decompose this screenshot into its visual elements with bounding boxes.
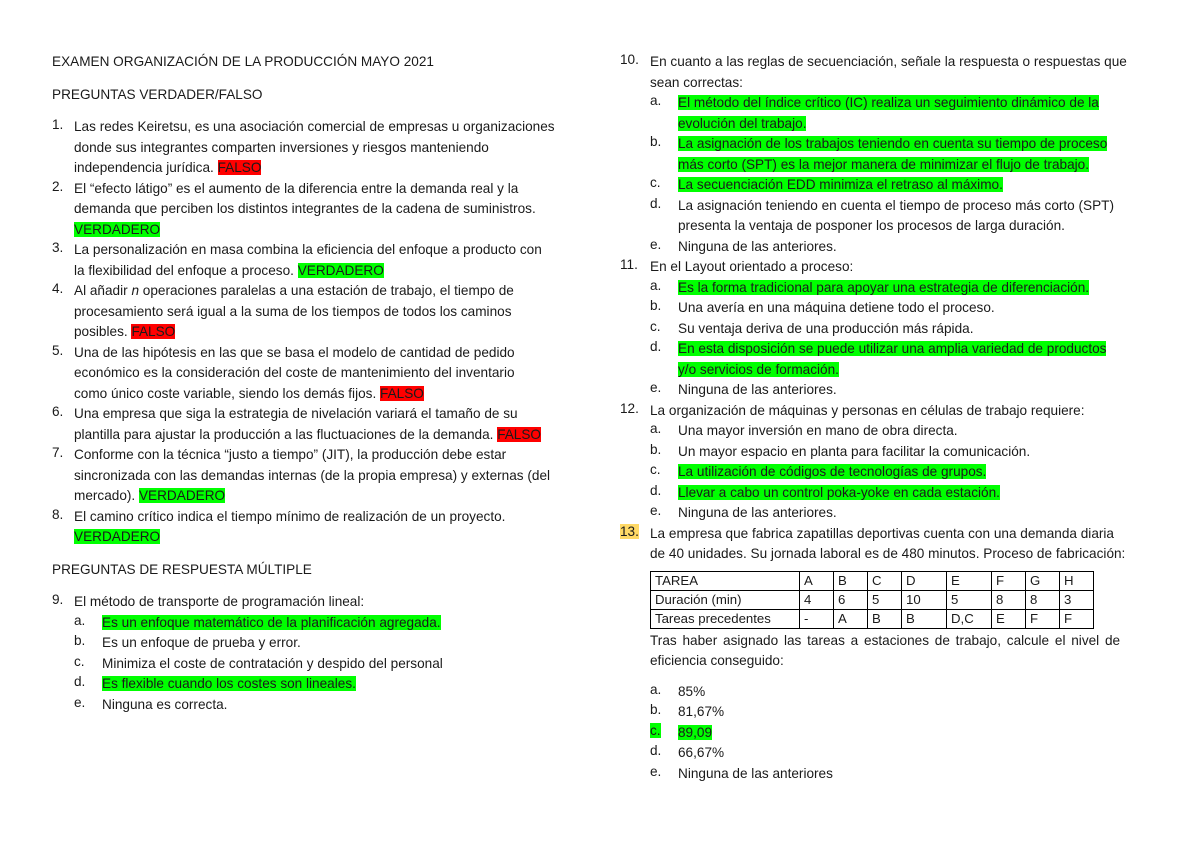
option-text: La asignación teniendo en cuenta el tiempo de proceso más corto (SPT) xyxy=(678,197,1115,213)
option-text-correct: La secuenciación EDD minimiza el retraso al máximo. xyxy=(678,177,1003,192)
table-row xyxy=(651,609,1094,628)
option-letter: a. xyxy=(650,93,662,108)
option-text: Ninguna de las anteriores. xyxy=(678,238,837,254)
option-text-correct: El método del índice crítico (IC) realiza un seguimiento dinámico de la xyxy=(678,95,1099,110)
table-cell: 8 xyxy=(1026,590,1060,609)
question-text: La organización de máquinas y personas en células de trabajo requiere: xyxy=(650,402,1085,418)
tf-question-2 xyxy=(52,179,582,241)
option-text: Ninguna de las anteriores xyxy=(678,765,833,781)
option-c xyxy=(620,462,1151,483)
option-d xyxy=(620,339,1151,380)
question-text: donde sus integrantes comparten inversiones y riesgos manteniendo xyxy=(74,139,489,155)
table-cell: 3 xyxy=(1060,590,1094,609)
option-b xyxy=(52,633,582,654)
option-letter: c. xyxy=(74,653,85,669)
table-cell: - xyxy=(800,609,834,628)
mc-question-10 xyxy=(620,52,1151,93)
mc-question-13 xyxy=(620,524,1151,565)
question-number: 8. xyxy=(52,506,64,522)
option-letter: d. xyxy=(650,482,662,498)
tasks-table xyxy=(650,571,1094,629)
question-number-highlighted: 13. xyxy=(620,523,639,539)
option-text: Es un enfoque de prueba y error. xyxy=(102,635,301,650)
option-text-correct: y/o servicios de formación. xyxy=(678,361,839,377)
table-cell: E xyxy=(992,609,1026,628)
question-text: Al añadir xyxy=(74,283,132,298)
option-letter: c. xyxy=(650,175,661,190)
option-letter: b. xyxy=(650,441,662,457)
table-cell: B xyxy=(834,571,868,590)
answer-true: VERDADERO xyxy=(74,529,161,544)
question-text: Una empresa que siga la estrategia de nivelación variará el tamaño de su xyxy=(74,406,518,421)
question-number: 6. xyxy=(52,404,64,419)
option-letter: d. xyxy=(650,195,662,211)
option-e xyxy=(52,695,582,716)
table-cell: TAREA xyxy=(651,571,800,590)
question-text: En cuanto a las reglas de secuenciación, señale la respuesta o respuestas que xyxy=(650,54,1127,69)
question-text: El “efecto látigo” es el aumento de la diferencia entre la demanda real y la xyxy=(74,180,519,196)
option-text: Una avería en una máquina detiene todo el proceso. xyxy=(678,300,995,315)
option-e xyxy=(620,764,1151,785)
option-b xyxy=(620,134,1151,175)
option-a xyxy=(620,93,1151,134)
question-text: la flexibilidad del enfoque a proceso. xyxy=(74,262,294,278)
option-text-correct: 89,09 xyxy=(678,724,713,740)
question-text: sincronizada con las demandas internas (de la propia empresa) y externas (del xyxy=(74,467,551,483)
question-text: Una de las hipótesis en las que se basa el modelo de cantidad de pedido xyxy=(74,344,515,360)
exam-title: EXAMEN ORGANIZACIÓN DE LA PRODUCCIÓN MAYO 2021 xyxy=(52,54,434,69)
option-d xyxy=(620,743,1151,764)
option-letter: e. xyxy=(650,380,662,395)
option-d xyxy=(620,483,1151,504)
option-text: 85% xyxy=(678,683,706,699)
option-text: Ninguna de las anteriores. xyxy=(678,505,837,520)
option-text: Su ventaja deriva de una producción más rápida. xyxy=(678,320,974,336)
question-text: El camino crítico indica el tiempo mínimo de realización de un proyecto. xyxy=(74,508,506,524)
tf-question-8 xyxy=(52,507,582,548)
option-b xyxy=(620,702,1151,723)
table-cell: Duración (min) xyxy=(651,590,800,609)
option-b xyxy=(620,298,1151,319)
table-row xyxy=(651,571,1094,590)
table-cell: B xyxy=(902,609,947,628)
option-text: presenta la ventaja de posponer los procesos de larga duración. xyxy=(678,218,1065,233)
table-cell: H xyxy=(1060,571,1094,590)
question-number: 1. xyxy=(52,117,64,132)
table-cell: F xyxy=(1026,609,1060,628)
tf-question-3 xyxy=(52,240,582,281)
question-text: El método de transporte de programación lineal: xyxy=(74,594,365,609)
option-c xyxy=(620,319,1151,340)
option-text: Minimiza el coste de contratación y despido del personal xyxy=(102,655,443,671)
table-cell: G xyxy=(1026,571,1060,590)
option-letter: d. xyxy=(650,743,662,758)
question-number: 12. xyxy=(620,400,639,416)
option-c xyxy=(52,654,582,675)
option-text: Ninguna de las anteriores. xyxy=(678,382,837,397)
tf-question-5 xyxy=(52,343,582,405)
option-letter: e. xyxy=(650,763,662,779)
option-letter: c. xyxy=(650,462,661,477)
question-number: 2. xyxy=(52,178,64,194)
question-number: 3. xyxy=(52,240,64,255)
option-text-correct: Llevar a cabo un control poka-yoke en cada estación. xyxy=(678,484,1000,500)
question-text: independencia jurídica. xyxy=(74,160,214,175)
question-number: 11. xyxy=(620,257,638,272)
option-text-correct: En esta disposición se puede utilizar una amplia variedad de productos xyxy=(678,341,1107,356)
option-text-correct: Es flexible cuando los costes son lineales. xyxy=(102,676,356,691)
option-c xyxy=(620,175,1151,196)
option-text: Una mayor inversión en mano de obra directa. xyxy=(678,423,958,438)
option-letter: b. xyxy=(650,134,662,149)
option-letter: a. xyxy=(650,421,662,436)
option-text: 66,67% xyxy=(678,745,725,760)
table-row xyxy=(651,590,1094,609)
option-a xyxy=(620,278,1151,299)
mc-question-11 xyxy=(620,257,1151,278)
option-c xyxy=(620,723,1151,744)
mc-question-12 xyxy=(620,401,1151,422)
question-number: 5. xyxy=(52,342,64,358)
question-text: como único coste variable, siendo los demás fijos. xyxy=(74,385,377,401)
question-text: de 40 unidades. Su jornada laboral es de 480 minutos. Proceso de fabricación: xyxy=(650,546,1126,561)
question-text: posibles. xyxy=(74,324,128,339)
tf-question-4 xyxy=(52,281,582,343)
option-a xyxy=(620,421,1151,442)
question-text: procesamiento será igual a la suma de los tiempos de todos los caminos xyxy=(74,303,512,319)
option-e xyxy=(620,503,1151,524)
option-text: 81,67% xyxy=(678,704,725,719)
question-text: En el Layout orientado a proceso: xyxy=(650,259,854,274)
option-a xyxy=(620,682,1151,703)
option-letter: e. xyxy=(650,236,662,252)
question-text: plantilla para ajustar la producción a las fluctuaciones de la demanda. xyxy=(74,426,494,442)
option-letter: c. xyxy=(650,722,661,738)
answer-false: FALSO xyxy=(131,324,176,339)
option-e xyxy=(620,237,1151,258)
option-text-correct: La asignación de los trabajos teniendo en cuenta su tiempo de proceso xyxy=(678,136,1108,151)
table-cell: D xyxy=(902,571,947,590)
option-letter: b. xyxy=(650,298,662,313)
table-cell: A xyxy=(800,571,834,590)
tf-question-1 xyxy=(52,117,582,179)
option-letter: b. xyxy=(650,702,662,717)
table-cell: Tareas precedentes xyxy=(651,609,800,628)
question-text: La personalización en masa combina la eficiencia del enfoque a producto con xyxy=(74,242,542,257)
option-d xyxy=(620,196,1151,237)
option-text: Ninguna es correcta. xyxy=(102,696,228,712)
option-letter: b. xyxy=(74,633,86,648)
question-number: 9. xyxy=(52,592,64,607)
question-text: operaciones paralelas a una estación de trabajo, el tiempo de xyxy=(139,283,514,298)
question-text: Tras haber asignado las tareas a estaciones de trabajo, calcule el nivel de xyxy=(650,632,1121,648)
answer-true: VERDADERO xyxy=(297,262,384,278)
option-text-correct: Es un enfoque matemático de la planificación agregada. xyxy=(102,614,441,630)
question-text: sean correctas: xyxy=(650,74,743,90)
option-text-correct: Es la forma tradicional para apoyar una estrategia de diferenciación. xyxy=(678,279,1090,295)
question-number: 7. xyxy=(52,445,64,460)
question-number: 10. xyxy=(620,52,639,67)
question-text: Las redes Keiretsu, es una asociación comercial de empresas u organizaciones xyxy=(74,119,555,134)
option-letter: d. xyxy=(74,674,86,689)
table-cell: F xyxy=(992,571,1026,590)
table-cell: D,C xyxy=(947,609,992,628)
option-letter: e. xyxy=(74,694,86,710)
table-cell: 6 xyxy=(834,590,868,609)
question-text: demanda que perciben los distintos integrantes de la cadena de suministros. xyxy=(74,201,536,216)
question-text: eficiencia conseguido: xyxy=(650,653,784,668)
answer-true: VERDADERO xyxy=(138,488,226,503)
question-text-variable: n xyxy=(131,283,139,298)
answer-false: FALSO xyxy=(380,385,424,401)
table-cell: A xyxy=(834,609,868,628)
tf-question-7 xyxy=(52,445,582,507)
table-cell: B xyxy=(868,609,902,628)
tf-question-6 xyxy=(52,404,582,445)
table-cell: 10 xyxy=(902,590,947,609)
question-text: económico es la consideración del coste de mantenimiento del inventario xyxy=(74,365,515,380)
table-cell: 8 xyxy=(992,590,1026,609)
option-d xyxy=(52,674,582,695)
answer-true: VERDADERO xyxy=(74,221,161,237)
table-cell: 4 xyxy=(800,590,834,609)
option-text-correct: La utilización de códigos de tecnologías de grupos. xyxy=(678,464,987,479)
right-column xyxy=(620,52,1151,784)
table-cell: 5 xyxy=(868,590,902,609)
option-b xyxy=(620,442,1151,463)
left-column xyxy=(52,52,582,715)
table-cell: 5 xyxy=(947,590,992,609)
mc-question-9 xyxy=(52,592,582,613)
question-text: mercado). xyxy=(74,488,136,503)
section-true-false: PREGUNTAS VERDADER/FALSO xyxy=(52,86,263,102)
option-e xyxy=(620,380,1151,401)
option-text: Un mayor espacio en planta para facilitar la comunicación. xyxy=(678,443,1031,459)
table-cell: E xyxy=(947,571,992,590)
question-text: La empresa que fabrica zapatillas deportivas cuenta con una demanda diaria xyxy=(650,525,1114,541)
option-letter: a. xyxy=(650,681,662,697)
option-text-correct: evolución del trabajo. xyxy=(678,115,807,131)
option-letter: d. xyxy=(650,339,662,354)
table-cell: F xyxy=(1060,609,1094,628)
answer-false: FALSO xyxy=(217,160,262,175)
table-cell: C xyxy=(868,571,902,590)
option-a xyxy=(52,613,582,634)
option-letter: e. xyxy=(650,503,662,518)
option-letter: a. xyxy=(74,612,86,628)
question-text: Conforme con la técnica “justo a tiempo” (JIT), la producción debe estar xyxy=(74,447,507,462)
option-letter: a. xyxy=(650,277,662,293)
section-multiple-choice: PREGUNTAS DE RESPUESTA MÚLTIPLE xyxy=(52,561,312,577)
question-number: 4. xyxy=(52,281,64,296)
answer-false: FALSO xyxy=(497,426,542,442)
option-text-correct: más corto (SPT) es la mejor manera de minimizar el flujo de trabajo. xyxy=(678,156,1089,172)
option-letter: c. xyxy=(650,318,661,334)
